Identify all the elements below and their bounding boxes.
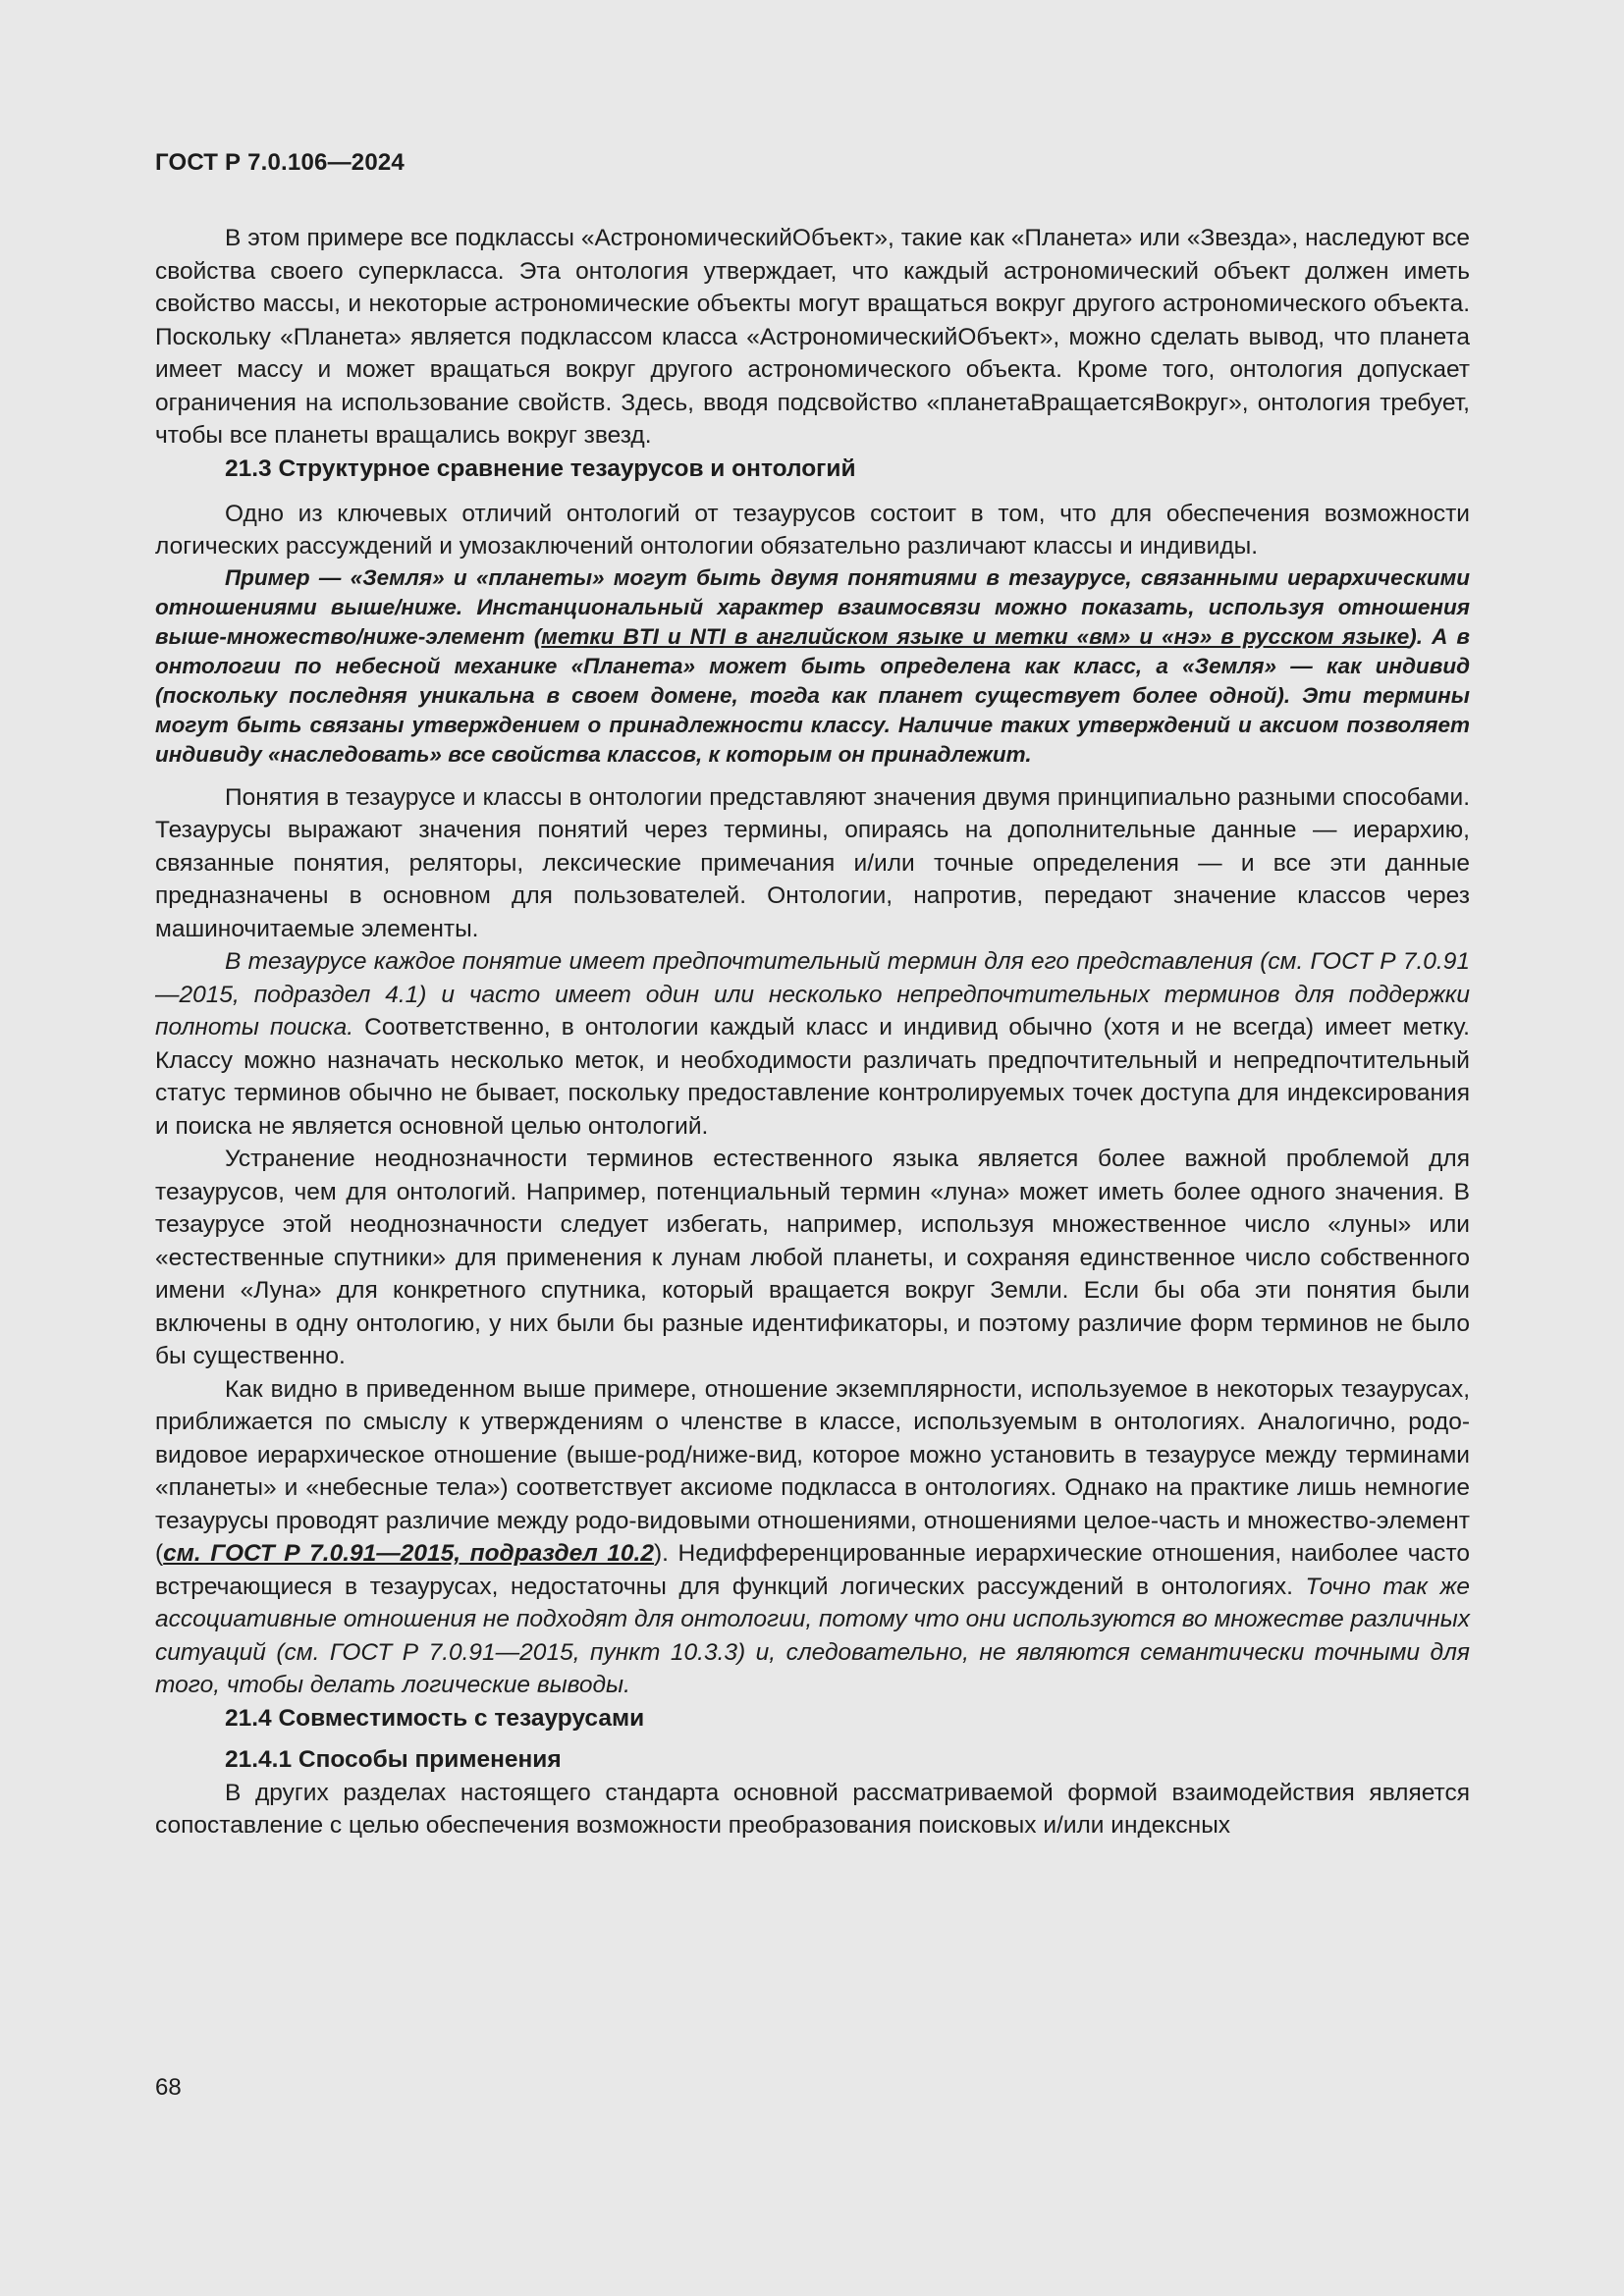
paragraph-preferred-terms <box>155 945 1470 1143</box>
instance-relation-text: Как видно в приведенном выше примере, отношение экземплярности, используемое в некоторых тезаурусах, приближается по смыслу к утверждениям о членстве в классе, используемым в онтологиях. Аналогично, родо-видовое иерархическое отношение (выше-род/ниже-вид, которое можно установить в тезаурусе между терминами «планеты» и «небесные тела») соответствует аксиоме подкласса в онтологиях. Однако на практике лишь немногие тезаурусы проводят различие между родо-видовыми отношениями, отношениями целое-часть и множество-элемент ( <box>155 1375 1470 1567</box>
preferred-terms-italic: В тезаурусе каждое понятие имеет предпочтительный термин для его представления (см. ГОСТ Р 7.0.91—2015, подраздел 4.1) и часто имеет один или несколько непредпочтительных терминов для поддержки полноты поиска. <box>155 948 1470 1041</box>
instance-relation-text-continued: ). Недифференцированные иерархические отношения, наиболее часто встречающиеся в тезаурусах, недостаточны для функций логических рассуждений в онтологиях. <box>155 1540 1471 1600</box>
example-underlined-link[interactable]: метки BTI и NTI в английском языке и метки «вм» и «нэ» в русском языке <box>541 623 1410 649</box>
page-number: 68 <box>155 2074 182 2101</box>
preferred-terms-rest: Соответственно, в онтологии каждый класс и индивид обычно (хотя и не всегда) имеет метку. Классу можно назначать несколько меток, и необходимости различать предпочтительный и непредпочтительный статус терминов обычно не бывает, поскольку предоставление контролируемых точек доступа для индексирования и поиска не является основной целью онтологий. <box>155 1014 1470 1140</box>
paragraph-concepts-and-classes: Понятия в тезаурусе и классы в онтологии представляют значения двумя принципиально разными способами. Тезаурусы выражают значения понятий через термины, опираясь на дополнительные данные — иерархию, связанные понятия, реляторы, лексические примечания и/или точные определения — и все эти данные предназначены в основном для пользователей. Онтологии, напротив, передают значение классов через машиночитаемые элементы. <box>155 783 1470 942</box>
section-heading-21-4-1: 21.4.1 Способы применения <box>225 1745 562 1773</box>
paragraph-key-difference: Одно из ключевых отличий онтологий от тезаурусов состоит в том, что для обеспечения возможности логических рассуждений и умозаключений онтологии обязательно различают классы и индивиды. <box>155 500 1470 560</box>
section-heading-21-4: 21.4 Совместимость с тезаурусами <box>225 1704 645 1732</box>
paragraph-disambiguation: Устранение неоднозначности терминов естественного языка является более важной проблемой для тезаурусов, чем для онтологий. Например, потенциальный термин «луна» может иметь более одного значения. В тезаурусе этой неоднозначности следует избегать, например, используя множественное число «луны» или «естественные спутники» для применения к лунам любой планеты, и сохраняя единственное число собственного имени «Луна» для конкретного спутника, который вращается вокруг Земли. Если бы оба эти понятия были включены в одну онтологию, у них были бы разные идентификаторы, и поэтому различие форм терминов не было бы существенно. <box>155 1146 1470 1369</box>
document-code-header: ГОСТ Р 7.0.106—2024 <box>155 149 405 176</box>
gost-reference-link[interactable]: см. ГОСТ Р 7.0.91—2015, подраздел 10.2 <box>163 1540 654 1567</box>
paragraph-instance-relation <box>155 1373 1470 1702</box>
example-text-start: Пример — «Земля» и «планеты» могут быть двумя понятиями в тезаурусе, связанными иерархическими отношениями выше/ниже. Инстанциональный характер взаимосвязи можно показать, используя отношения выше-множество/ниже-элемент ( <box>155 564 1470 649</box>
section-heading-21-3: 21.3 Структурное сравнение тезаурусов и онтологий <box>225 454 856 482</box>
paragraph-ontology-example: В этом примере все подклассы «АстрономическийОбъект», такие как «Планета» или «Звезда», наследуют все свойства своего суперкласса. Эта онтология утверждает, что каждый астрономический объект должен иметь свойство массы, и некоторые астрономические объекты могут вращаться вокруг другого астрономического объекта. Поскольку «Планета» является подклассом класса «АстрономическийОбъект», можно сделать вывод, что планета имеет массу и может вращаться вокруг другого астрономического объекта. Кроме того, онтология допускает ограничения на использование свойств. Здесь, вводя подсвойство «планетаВращаетсяВокруг», онтология требует, чтобы все планеты вращались вокруг звезд. <box>155 225 1470 449</box>
paragraph-other-sections: В других разделах настоящего стандарта основной рассматриваемой формой взаимодействия является сопоставление с целью обеспечения возможности преобразования поисковых и/или индексных <box>155 1779 1470 1839</box>
associative-relations-italic: Точно так же ассоциативные отношения не подходят для онтологии, потому что они используются во множестве различных ситуаций (см. ГОСТ Р 7.0.91—2015, пункт 10.3.3) и, следовательно, не являются семантически точными для того, чтобы делать логические выводы. <box>155 1573 1470 1698</box>
example-text-end: ). А в онтологии по небесной механике «Планета» может быть определена как класс, а «Земля» — как индивид (поскольку последняя уникальна в своем домене, тогда как планет существует более одной). Эти термины могут быть связаны утверждением о принадлежности классу. Наличие таких утверждений и аксиом позволяет индивиду «наследовать» все свойства классов, к которым он принадлежит. <box>155 623 1470 767</box>
example-block <box>155 563 1470 770</box>
page-content <box>155 222 1470 1842</box>
